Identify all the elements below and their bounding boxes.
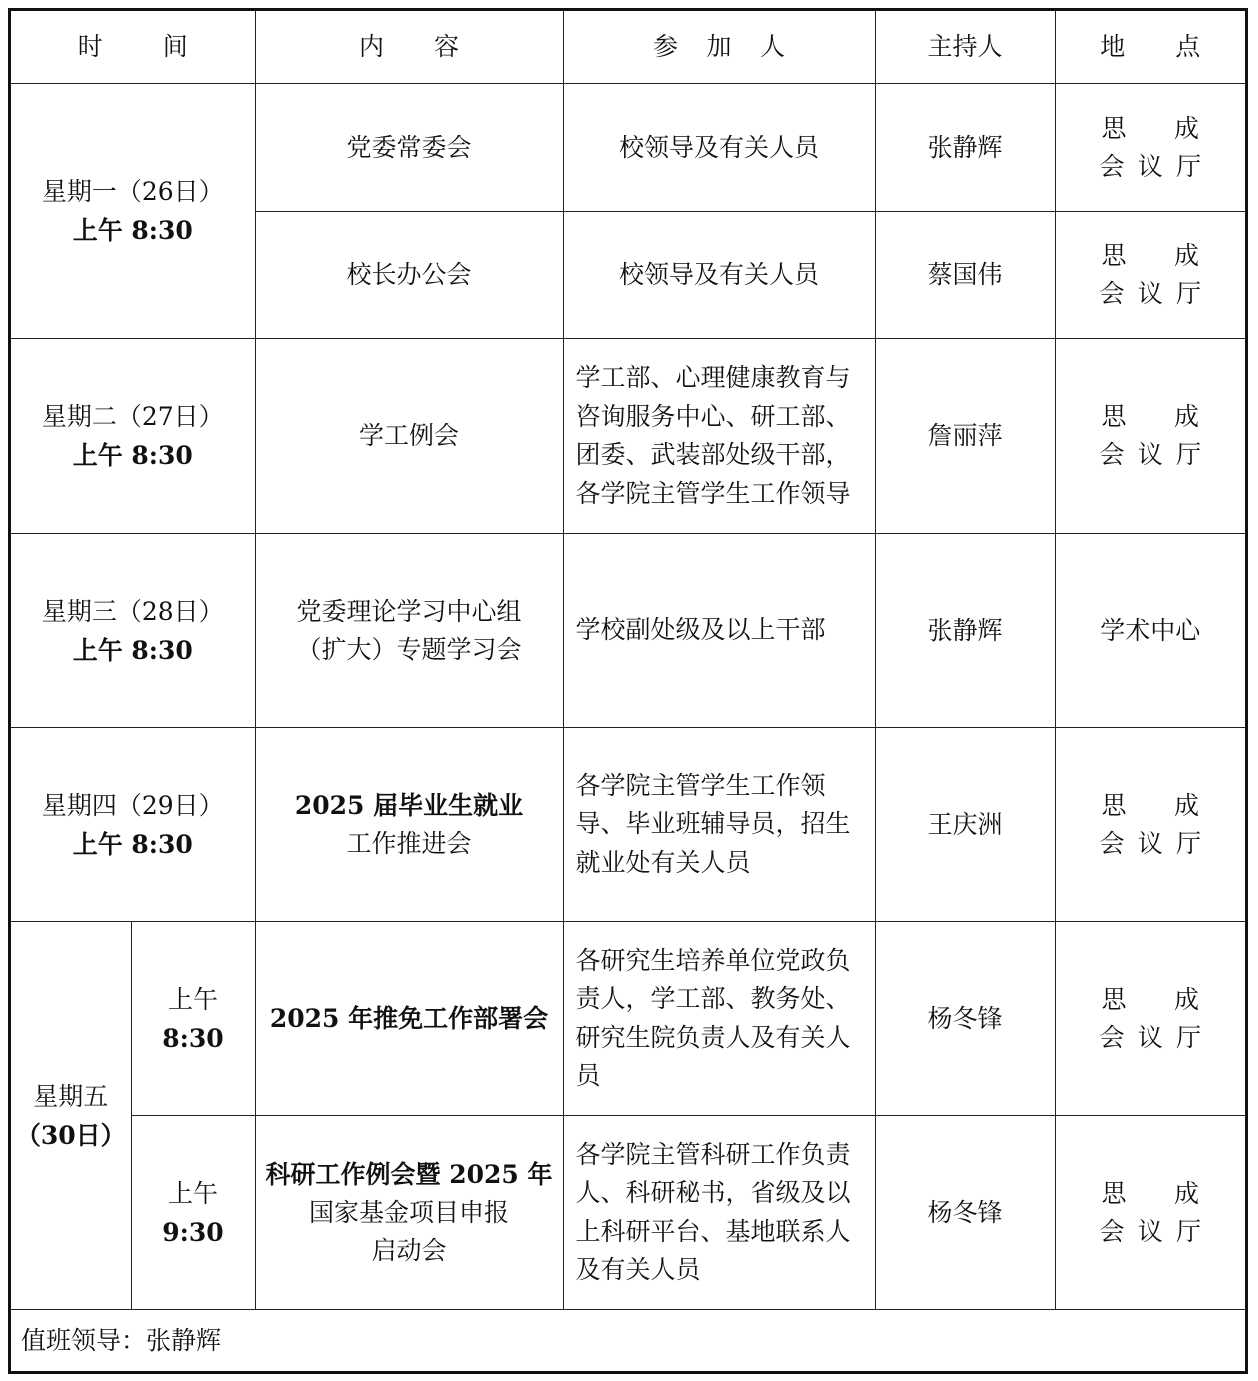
participants-cell: 学工部、心理健康教育与咨询服务中心、研工部、团委、武装部处级干部，各学院主管学生工作领导: [563, 339, 875, 534]
location-cell: 思 成 会 议 厅: [1055, 212, 1245, 339]
content-cell: 党委常委会: [255, 84, 563, 212]
day-label: 星期二（27日）: [41, 402, 224, 431]
content-cell: 校长办公会: [255, 212, 563, 339]
header-host: 主持人: [875, 11, 1055, 84]
location-cell: 思 成 会 议 厅: [1055, 1116, 1245, 1310]
day-time-cell: [11, 728, 255, 922]
period-label: 上午: [167, 984, 218, 1014]
participants-cell: 校领导及有关人员: [563, 84, 875, 212]
table-row: [11, 84, 1245, 212]
time-label: 上午 8:30: [72, 441, 193, 470]
host-cell: 詹丽萍: [875, 339, 1055, 534]
header-time: 时 间: [11, 11, 255, 84]
table-row: [11, 728, 1245, 922]
time-label: 8:30: [162, 1023, 224, 1053]
content-cell: 2025 届毕业生就业 工作推进会: [255, 728, 563, 922]
time-label: 上午 8:30: [72, 216, 193, 245]
day-label: 星期三（28日）: [41, 596, 224, 626]
table-row: [11, 922, 1245, 1116]
header-location: 地 点: [1055, 11, 1245, 84]
host-cell: 杨冬锋: [875, 922, 1055, 1116]
day-label: 星期五: [33, 1081, 109, 1111]
day-label: 星期一（26日）: [41, 177, 224, 206]
content-cell: 科研工作例会暨 2025 年 国家基金项目申报 启动会: [255, 1116, 563, 1310]
host-cell: 张静辉: [875, 84, 1055, 212]
participants-cell: 各研究生培养单位党政负责人，学工部、教务处、研究生院负责人及有关人员: [563, 922, 875, 1116]
duty-leader: 值班领导：张静辉: [11, 1310, 1245, 1373]
footer-row: [11, 1310, 1245, 1373]
day-time-cell: [11, 339, 255, 534]
day-cell: [11, 922, 131, 1310]
header-row: [11, 11, 1245, 84]
host-cell: 蔡国伟: [875, 212, 1055, 339]
period-label: 上午: [167, 1178, 218, 1208]
content-cell: 学工例会: [255, 339, 563, 534]
content-cell: 2025 年推免工作部署会: [255, 922, 563, 1116]
day-date-label: （30日）: [15, 1120, 126, 1150]
location-cell: 学术中心: [1055, 534, 1245, 728]
table-row: [11, 339, 1245, 534]
header-content: 内 容: [255, 11, 563, 84]
time-label: 9:30: [162, 1217, 224, 1247]
day-time-cell: [11, 84, 255, 339]
table-row: [11, 1116, 1245, 1310]
day-label: 星期四（29日）: [41, 790, 224, 820]
weekly-schedule-table: [11, 11, 1245, 1372]
participants-cell: 各学院主管学生工作领导、毕业班辅导员，招生就业处有关人员: [563, 728, 875, 922]
day-time-cell: [11, 534, 255, 728]
participants-cell: 各学院主管科研工作负责人、科研秘书，省级及以上科研平台、基地联系人及有关人员: [563, 1116, 875, 1310]
host-cell: 杨冬锋: [875, 1116, 1055, 1310]
location-cell: 思 成 会 议 厅: [1055, 922, 1245, 1116]
schedule-sheet: [8, 8, 1248, 1374]
location-cell: 思 成 会 议 厅: [1055, 84, 1245, 212]
table-row: [11, 534, 1245, 728]
participants-cell: 学校副处级及以上干部: [563, 534, 875, 728]
time-label: 上午 8:30: [72, 635, 193, 665]
header-participants: 参 加 人: [563, 11, 875, 84]
location-cell: 思 成 会 议 厅: [1055, 728, 1245, 922]
participants-cell: 校领导及有关人员: [563, 212, 875, 339]
time-cell: [131, 1116, 255, 1310]
host-cell: 王庆洲: [875, 728, 1055, 922]
time-label: 上午 8:30: [72, 829, 193, 859]
time-cell: [131, 922, 255, 1116]
location-cell: 思 成 会 议 厅: [1055, 339, 1245, 534]
host-cell: 张静辉: [875, 534, 1055, 728]
content-cell: 党委理论学习中心组 （扩大）专题学习会: [255, 534, 563, 728]
